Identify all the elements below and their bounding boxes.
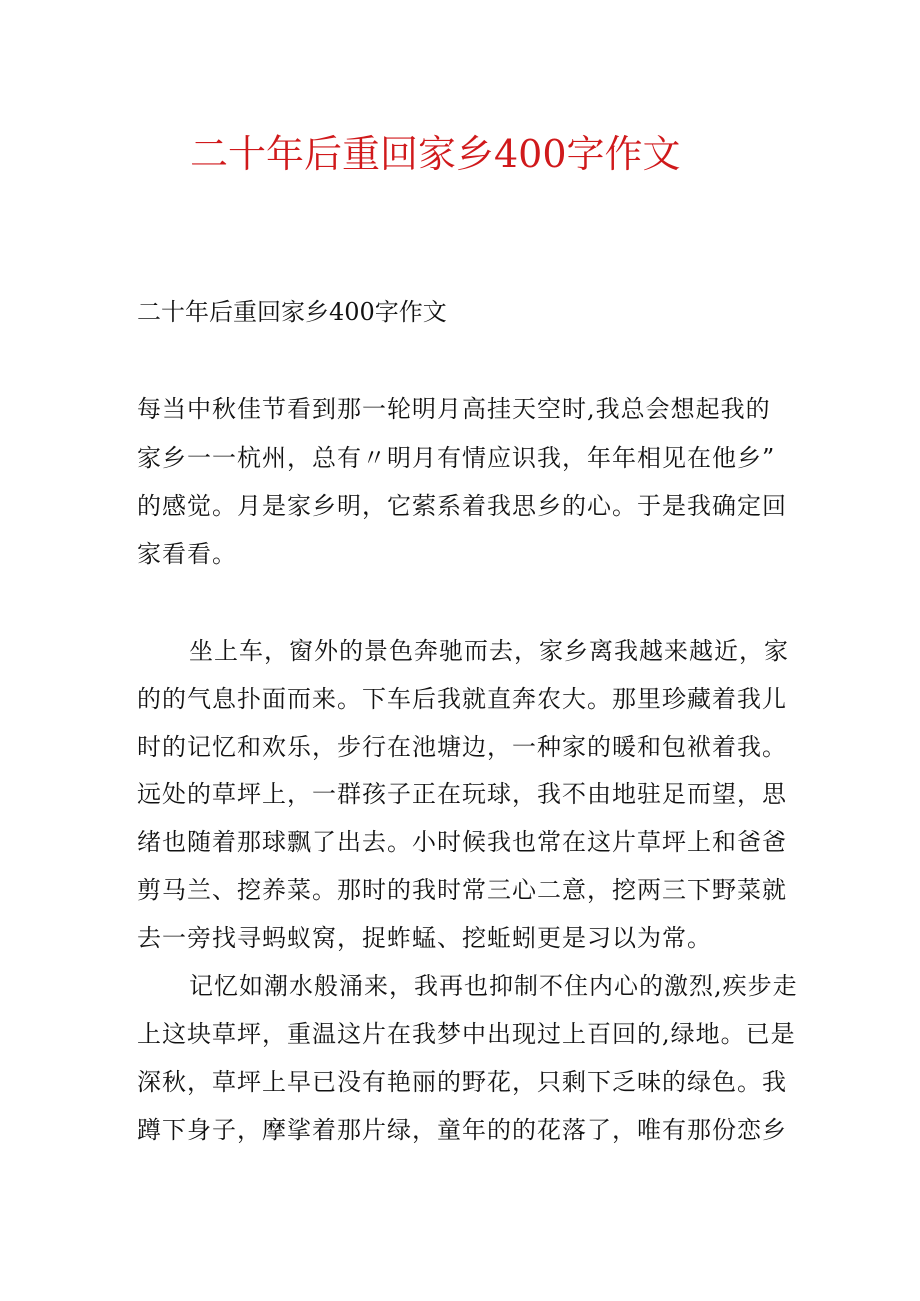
paragraph-1-line-3: 的感觉。月是家乡明，它萦系着我思乡的心。于是我确定回: [137, 492, 787, 520]
paragraph-1-line-1: 每当中秋佳节看到那一轮明月高挂天空时,我总会想起我的: [137, 395, 771, 423]
paragraph-3-line-4: 蹲下身子，摩挲着那片绿，童年的的花落了，唯有那份恋乡: [137, 1116, 787, 1144]
paragraph-2-line-5: 绪也随着那球飘了出去。小时候我也常在这片草坪上和爸爸: [137, 828, 787, 856]
paragraph-2-line-1: 坐上车，窗外的景色奔驰而去，家乡离我越来越近，家: [189, 637, 789, 665]
paragraph-1-line-2: 家乡一一杭州，总有〃明月有情应识我，年年相见在他乡”: [137, 444, 776, 472]
paragraph-1-line-4: 家看看。: [137, 540, 237, 568]
paragraph-2-line-4: 远处的草坪上，一群孩子正在玩球，我不由地驻足而望，思: [137, 780, 787, 808]
paragraph-3-line-1: 记忆如潮水般涌来，我再也抑制不住内心的激烈,疾步走: [189, 972, 798, 1000]
document-subtitle: 二十年后重回家乡400字作文: [137, 298, 447, 326]
paragraph-3-line-2: 上这块草坪，重温这片在我梦中出现过上百回的,绿地。已是: [137, 1020, 796, 1048]
document-title: 二十年后重回家乡400字作文: [190, 132, 681, 176]
paragraph-2-line-3: 时的记忆和欢乐，步行在池塘边，一种家的暖和包袱着我。: [137, 733, 787, 761]
paragraph-3-line-3: 深秋，草坪上早已没有艳丽的野花，只剩下乏味的绿色。我: [137, 1068, 787, 1096]
paragraph-2-line-6: 剪马兰、挖养菜。那时的我时常三心二意，挖两三下野菜就: [137, 876, 787, 904]
paragraph-2-line-2: 的的气息扑面而来。下车后我就直奔农大。那里珍藏着我儿: [137, 685, 787, 713]
paragraph-2-line-7: 去一旁找寻蚂蚁窝，捉蚱蜢、挖蚯蚓更是习以为常。: [137, 924, 712, 952]
